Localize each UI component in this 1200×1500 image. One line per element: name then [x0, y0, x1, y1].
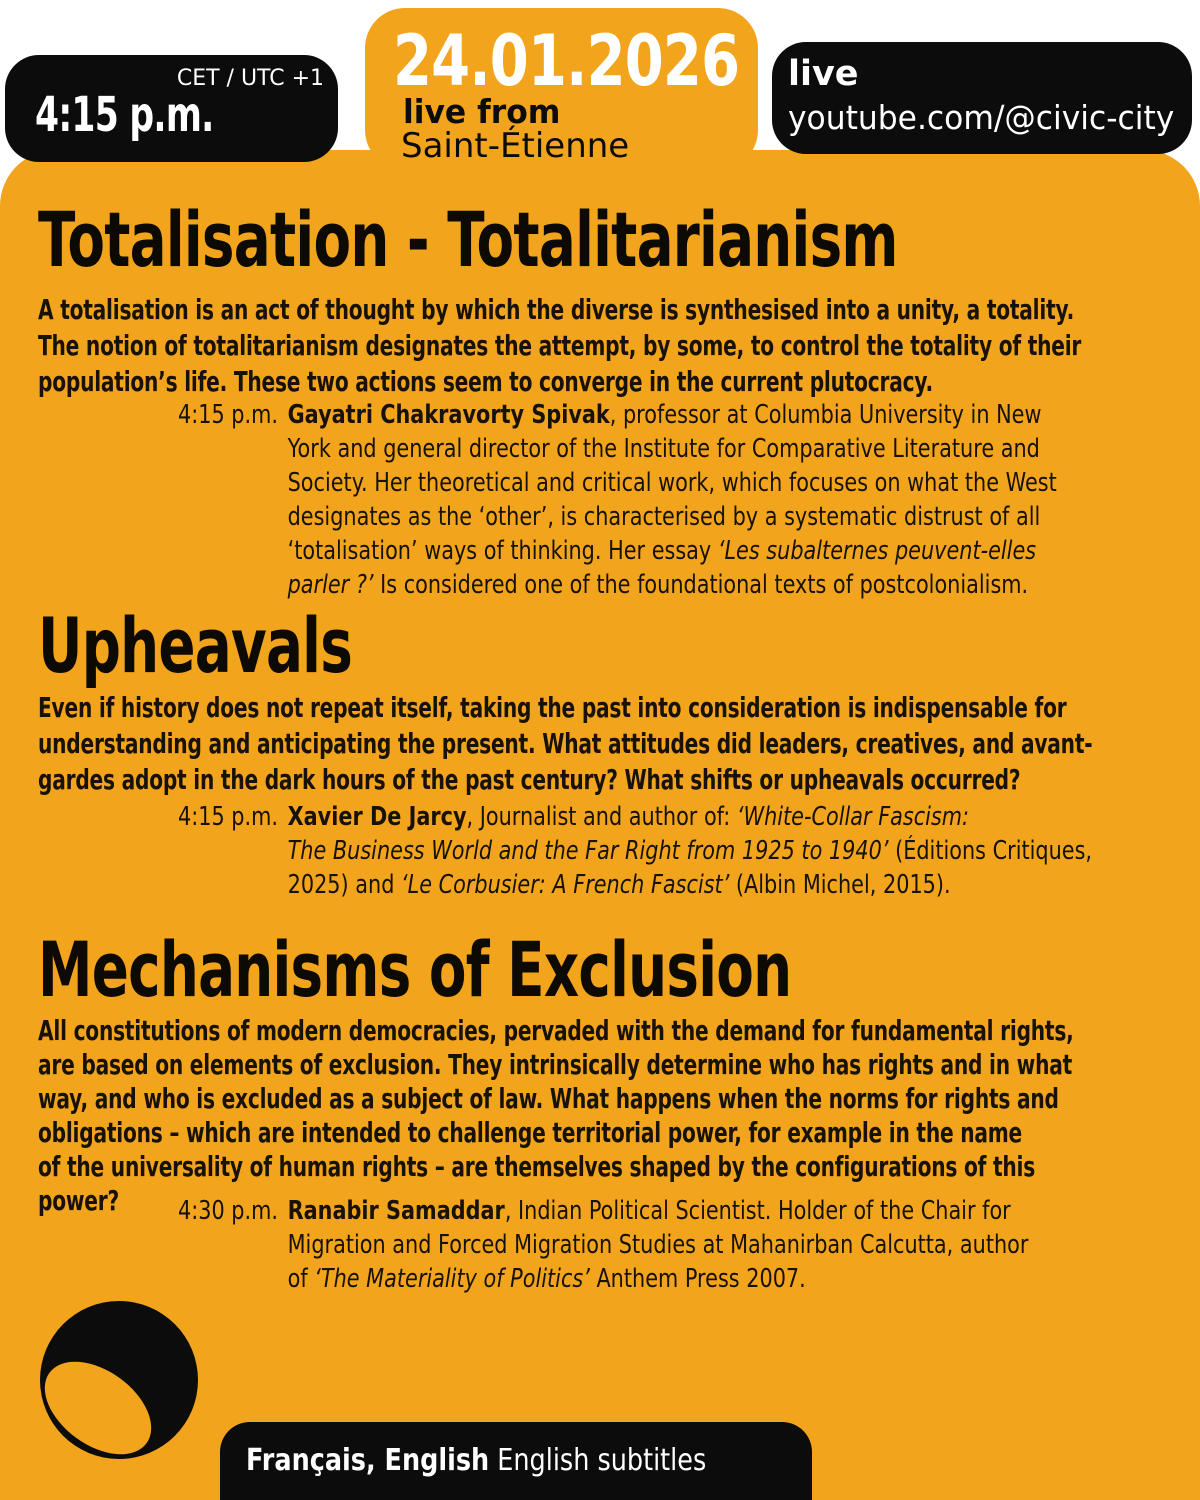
speaker-time: 4:15 p.m. — [177, 400, 278, 430]
section-title-mechanisms: Mechanisms of Exclusion — [38, 925, 792, 1014]
timezone-label: CET / UTC +1 — [176, 66, 324, 91]
spoken-languages: Français, English — [246, 1443, 490, 1478]
time-block — [5, 55, 338, 162]
speaker-time: 4:15 p.m. — [177, 802, 278, 832]
live-label: live — [788, 54, 859, 94]
event-city: Saint-Étienne — [401, 126, 630, 166]
section-intro-totalisation: A totalisation is an act of thought by which the diverse is synthesised into a unity, a totality. The notion of totalitarianism designates the attempt, by some, to control the totality of their population’s life. These two actions seem to converge in the current plutocracy. — [38, 293, 1082, 398]
subtitles-info: English subtitles — [489, 1443, 707, 1478]
speaker-bio: Ranabir Samaddar, Indian Political Scientist. Holder of the Chair for Migration and Forced Migration Studies at Mahanirban Calcutta, author of ‘The Materiality of Politics’ Anthem Press 2007. — [287, 1196, 1029, 1294]
speaker-bio: Xavier De Jarcy, Journalist and author of: ‘White-Collar Fascism: The Business World and the Far Right from 1925 to 1940’ (Éditions Critiques, 2025) and ‘Le Corbusier: A French Fascist’ (Albin Michel, 2015). — [287, 802, 1093, 900]
section-intro-mechanisms: All constitutions of modern democracies, pervaded with the demand for fundamental rights, are based on elements of exclusion. They intrinsically determine who has rights and in what way, and who is excluded as a subject of law. What happens when the norms for rights and obligations – which are intended to challenge territorial power, for example in the name of the universality of human rights – are themselves shaped by the configurations of this power? — [38, 1014, 1074, 1217]
youtube-channel-link[interactable]: youtube.com/@civic-city — [788, 98, 1175, 137]
section-title-totalisation: Totalisation - Totalitarianism — [38, 195, 898, 284]
speaker-entry-spivak — [38, 398, 1200, 602]
speaker-bio: Gayatri Chakravorty Spivak, professor at Columbia University in New York and general director of the Institute for Comparative Literature and Society. Her theoretical and critical work, which focuses on what the West designates as the ‘other’, is characterised by a systematic distrust of all ‘totalisation’ ways of thinking. Her essay ‘Les subalternes peuvent-elles parler ?’ Is considered one of the foundational texts of postcolonialism. — [287, 400, 1057, 600]
speaker-entry-dejarcy — [38, 800, 1200, 902]
speaker-time: 4:30 p.m. — [177, 1196, 278, 1226]
speaker-entry-samaddar — [38, 1194, 1200, 1296]
event-date: 24.01.2026 — [393, 20, 740, 102]
stream-block — [772, 42, 1192, 154]
languages-bar — [220, 1422, 812, 1500]
languages-text — [246, 1443, 706, 1478]
live-from-label: live from — [403, 92, 561, 131]
start-time: 4:15 p.m. — [35, 87, 214, 143]
section-intro-upheavals: Even if history does not repeat itself, taking the past into consideration is indispensable for understanding and anticipating the present. What attitudes did leaders, creatives, and avant- gardes adopt in the dark hours of the past century? What shifts or upheavals occurred? — [38, 691, 1093, 796]
civic-city-eclipse-logo-icon — [38, 1298, 203, 1470]
date-block — [365, 8, 758, 170]
section-title-upheavals: Upheavals — [38, 601, 353, 690]
